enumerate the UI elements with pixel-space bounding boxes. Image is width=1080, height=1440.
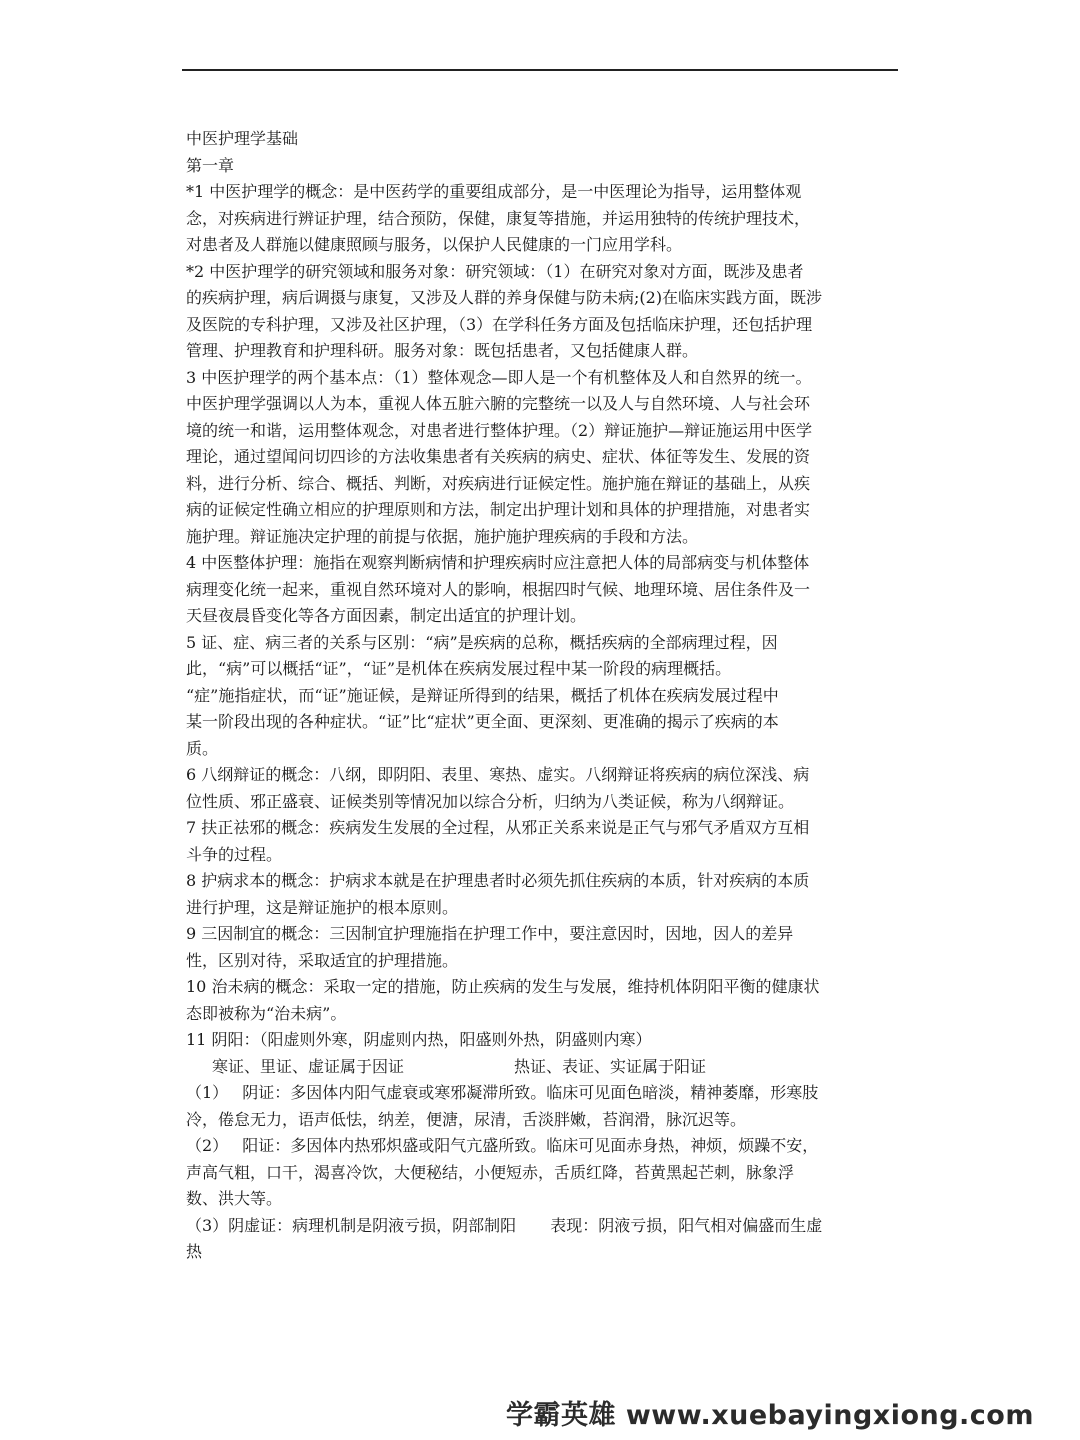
text-line: 3 中医护理学的两个基本点：（1）整体观念—即人是一个有机整体及人和自然界的统一。 bbox=[186, 367, 812, 387]
text-line: 此，“病”可以概括“证”，“证”是机体在疾病发展过程中某一阶段的病理概括。 bbox=[186, 659, 732, 678]
yang-syndrome-group: 热证、表证、实证属于阳证 bbox=[514, 1056, 707, 1076]
text-line: 7 扶正祛邪的概念：疾病发生发展的全过程，从邪正关系来说是正气与邪气矛盾双方互相 bbox=[186, 818, 810, 837]
text-line: 冷，倦怠无力，语声低怯，纳差，便溏，尿清，舌淡胖嫩，苔润滑，脉沉迟等。 bbox=[186, 1109, 747, 1129]
text-line: 4 中医整体护理：施指在观察判断病情和护理疾病时应注意把人体的局部病变与机体整体 bbox=[186, 553, 810, 572]
text-line: 料，进行分析、综合、概括、判断，对疾病进行证候定性。施护施在辩证的基础上，从疾 bbox=[186, 473, 811, 493]
chapter-heading: 第一章 bbox=[186, 155, 235, 175]
text-line: “症”施指症状，而“证”施证候，是辩证所得到的结果，概括了机体在疾病发展过程中 bbox=[186, 685, 779, 705]
text-line: 病理变化统一起来，重视自然环境对人的影响，根据四时气候、地理环境、居住条件及一 bbox=[186, 579, 811, 599]
text-line: 10 治未病的概念：采取一定的措施，防止疾病的发生与发展，维持机体阴阳平衡的健康状 bbox=[186, 977, 820, 996]
text-line: 位性质、邪正盛衰、证候类别等情况加以综合分析，归纳为八类证候，称为八纲辩证。 bbox=[186, 791, 795, 811]
yin-syndrome-group: 寒证、里证、虚证属于因证 bbox=[212, 1056, 405, 1076]
item-text: （3）阴虚证：病理机制是阴液亏损，阴部制阳 bbox=[186, 1215, 517, 1235]
text-line: 某一阶段出现的各种症状。“证”比“症状”更全面、更深刻、更准确的揭示了疾病的本 bbox=[186, 712, 779, 731]
text-line: 中医护理学强调以人为本，重视人体五脏六腑的完整统一以及人与自然环境、人与社会环 bbox=[186, 394, 811, 413]
text-line: 8 护病求本的概念：护病求本就是在护理患者时必须先抓住疾病的本质，针对疾病的本质 bbox=[186, 871, 810, 890]
text-line: 热 bbox=[186, 1242, 203, 1261]
document-title: 中医护理学基础 bbox=[186, 129, 299, 148]
text-line: 性，区别对待，采取适宜的护理措施。 bbox=[186, 950, 459, 970]
text-line: *2 中医护理学的研究领域和服务对象：研究领域：（1）在研究对象对方面，既涉及患者 bbox=[186, 261, 804, 281]
text-line: 数、洪大等。 bbox=[186, 1189, 283, 1208]
text-line: 念，对疾病进行辨证护理，结合预防，保健，康复等措施，并运用独特的传统护理技术， bbox=[186, 208, 811, 228]
document-body bbox=[186, 126, 898, 1266]
text-line: 11 阴阳：（阳虚则外寒，阴虚则内热，阳盛则外热，阴盛则内寒） bbox=[186, 1030, 652, 1049]
item-number: （2） bbox=[186, 1136, 229, 1155]
text-line: 的疾病护理，病后调摄与康复，又涉及人群的养身保健与防未病;(2)在临床实践方面，既涉 bbox=[186, 288, 823, 307]
text-line: 6 八纲辩证的概念：八纲，即阴阳、表里、寒热、虚实。八纲辩证将疾病的病位深浅、病 bbox=[186, 765, 810, 784]
item-2-line bbox=[186, 1133, 898, 1160]
text-line: 施护理。辩证施决定护理的前提与依据，施护施护理疾病的手段和方法。 bbox=[186, 526, 699, 546]
item-1-line bbox=[186, 1080, 898, 1107]
text-line: *1 中医护理学的概念：是中医药学的重要组成部分，是一中医理论为指导，运用整体观 bbox=[186, 182, 802, 201]
text-line: 病的证候定性确立相应的护理原则和方法，制定出护理计划和具体的护理措施，对患者实 bbox=[186, 500, 811, 519]
yin-yang-split-line bbox=[186, 1054, 898, 1081]
item-number: （1） bbox=[186, 1083, 229, 1102]
text-line: 质。 bbox=[186, 738, 219, 758]
text-line: 斗争的过程。 bbox=[186, 844, 283, 864]
text-line: 5 证、症、病三者的关系与区别：“病”是疾病的总称，概括疾病的全部病理过程，因 bbox=[186, 632, 778, 652]
text-line: 管理、护理教育和护理科研。服务对象：既包括患者，又包括健康人群。 bbox=[186, 341, 699, 360]
text-line: 理论，通过望闻问切四诊的方法收集患者有关疾病的病史、症状、体征等发生、发展的资 bbox=[186, 447, 811, 466]
text-line: 天昼夜晨昏变化等各方面因素，制定出适宜的护理计划。 bbox=[186, 606, 587, 625]
item-3-line bbox=[186, 1213, 898, 1240]
item-text: 表现：阴液亏损，阳气相对偏盛而生虚 bbox=[550, 1215, 823, 1235]
top-rule bbox=[182, 69, 898, 71]
item-text: 阴证：多因体内阳气虚衰或寒邪凝滞所致。临床可见面色暗淡，精神萎靡，形寒肢 bbox=[242, 1083, 819, 1102]
text-line: 对患者及人群施以健康照顾与服务，以保护人民健康的一门应用学科。 bbox=[186, 235, 683, 254]
text-line: 态即被称为“治未病”。 bbox=[186, 1003, 347, 1023]
text-line: 9 三因制宜的概念：三因制宜护理施指在护理工作中，要注意因时，因地，因人的差异 bbox=[186, 924, 794, 943]
item-text: 阳证：多因体内热邪炽盛或阳气亢盛所致。临床可见面赤身热，神烦，烦躁不安， bbox=[242, 1136, 819, 1155]
text-line: 进行护理，这是辩证施护的根本原则。 bbox=[186, 897, 459, 917]
text-line: 及医院的专科护理，又涉及社区护理，（3）在学科任务方面及包括临床护理，还包括护理 bbox=[186, 314, 813, 334]
site-watermark: 学霸英雄 www.xuebayingxiong.com bbox=[505, 1400, 1034, 1431]
text-line: 境的统一和谐，运用整体观念，对患者进行整体护理。（2）辩证施护—辩证施运用中医学 bbox=[186, 420, 813, 440]
text-line: 声高气粗，口干，渴喜冷饮，大便秘结，小便短赤，舌质红降，苔黄黑起芒刺，脉象浮 bbox=[186, 1162, 795, 1182]
